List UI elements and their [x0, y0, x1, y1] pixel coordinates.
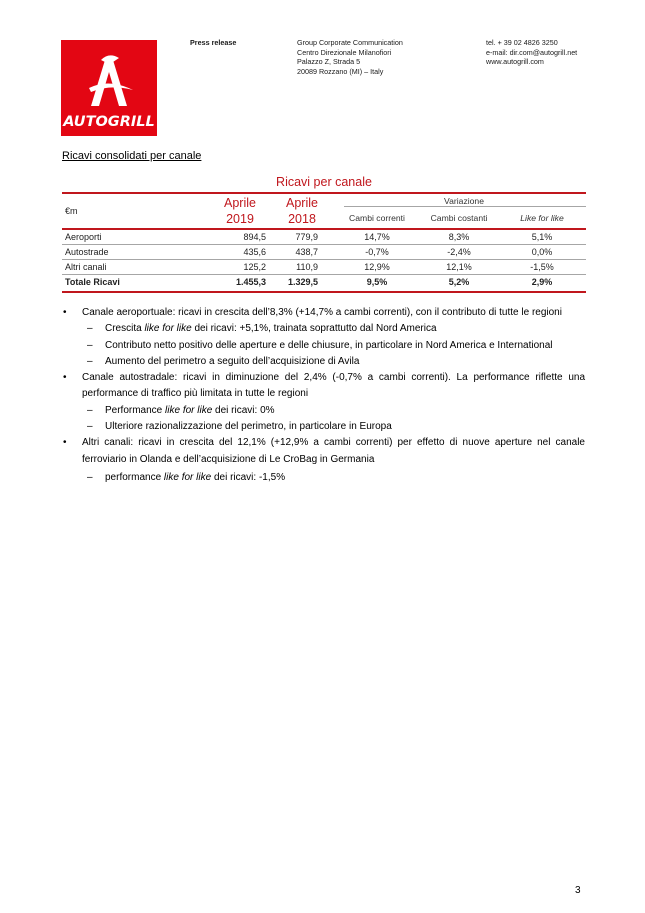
autogrill-logo: [61, 40, 157, 136]
total-like-for-like: 2,9%: [531, 277, 553, 287]
variation-header: Variazione: [444, 196, 484, 206]
value-like-for-like: -1,5%: [530, 262, 554, 272]
value-cambi-correnti: 12,9%: [364, 262, 390, 272]
col-header-cambi-costanti: Cambi costanti: [430, 213, 488, 223]
sub-bullet: – Contributo netto positivo delle aperture e delle chiusure, in particolare in Nord America e International: [62, 338, 585, 354]
section-title: Ricavi consolidati per canale: [62, 150, 202, 162]
value-2019: 894,5: [243, 232, 266, 242]
sub-bullet: – Ulteriore razionalizzazione del perimetro, in particolare in Europa: [62, 419, 585, 435]
bullet-other-channels: • Altri canali: ricavi in crescita del 12,1% (+12,9% a cambi correnti) per effetto di nuove aperture nel canale ferroviario in Olanda e dell’acquisizione di Le CroBag in Germania: [63, 437, 585, 465]
bullet-dot-icon: •: [63, 437, 67, 449]
bullet-dot-icon: •: [63, 372, 67, 384]
row-divider: [62, 259, 586, 260]
channel-commentary: [62, 305, 585, 486]
address-line: Palazzo Z, Strada 5: [297, 57, 361, 67]
dash-icon: –: [87, 404, 93, 416]
unit-label: €m: [65, 206, 78, 216]
variation-rule: [344, 206, 586, 207]
col-header-2019: Aprile 2019: [224, 196, 256, 226]
col-header-2018: Aprile 2018: [286, 196, 318, 226]
bullet-motorways: • Canale autostradale: ricavi in diminuzione del 2,4% (-0,7% a cambi correnti). La performance riflette una performance di traffico più limitata in tutte le regioni: [63, 372, 585, 400]
sub-bullet: – Crescita like for like dei ricavi: +5,1%, trainata soprattutto dal Nord America: [62, 321, 585, 337]
value-like-for-like: 0,0%: [531, 247, 553, 257]
sub-bullet: – performance like for like dei ricavi: -1,5%: [62, 470, 585, 486]
address-line: Group Corporate Communication: [297, 38, 403, 47]
total-label: Totale Ricavi: [65, 277, 120, 287]
bullet-airports: • Canale aeroportuale: ricavi in crescita dell’8,3% (+14,7% a cambi correnti), con il contributo di tutte le regioni: [62, 305, 585, 321]
company-address: [297, 38, 403, 76]
col-header-cambi-correnti: Cambi correnti: [349, 213, 405, 223]
dash-icon: –: [87, 323, 93, 335]
value-cambi-costanti: 12,1%: [446, 262, 472, 272]
value-cambi-correnti: -0,7%: [365, 247, 389, 257]
sub-bullet: – Performance like for like dei ricavi: 0%: [62, 403, 585, 419]
value-2018: 438,7: [295, 247, 318, 257]
total-cambi-correnti: 9,5%: [366, 277, 388, 287]
address-line: Centro Direzionale Milanofiori: [297, 47, 392, 57]
row-divider: [62, 274, 586, 275]
table-header-rule: [62, 228, 586, 230]
total-cambi-costanti: 5,2%: [448, 277, 470, 287]
value-cambi-correnti: 14,7%: [364, 232, 390, 242]
dash-icon: –: [87, 421, 93, 433]
row-divider: [62, 244, 586, 245]
col-header-like-for-like: Like for like: [520, 213, 564, 223]
table-bottom-rule: [62, 291, 586, 293]
total-2019: 1.455,3: [235, 277, 266, 287]
bullet-dot-icon: •: [63, 307, 67, 318]
logo-wordmark: AUTOGRILL: [63, 114, 155, 130]
dash-icon: –: [87, 355, 93, 367]
value-like-for-like: 5,1%: [531, 232, 553, 242]
table-top-rule: [62, 192, 586, 194]
value-2018: 779,9: [295, 232, 318, 242]
address-line: 20089 Rozzano (MI) – Italy: [297, 66, 384, 76]
row-label: Aeroporti: [65, 232, 102, 242]
value-2018: 110,9: [296, 262, 318, 272]
value-2019: 435,6: [243, 247, 266, 257]
value-cambi-costanti: -2,4%: [447, 247, 471, 257]
contact-website[interactable]: www.autogrill.com: [486, 57, 544, 67]
row-label: Altri canali: [65, 262, 107, 272]
press-release-label: Press release: [190, 38, 237, 47]
dash-icon: –: [87, 339, 93, 351]
contact-phone: tel. + 39 02 4826 3250: [486, 38, 558, 47]
row-label: Autostrade: [65, 247, 109, 257]
value-2019: 125,2: [243, 262, 266, 272]
table-title: Ricavi per canale: [276, 175, 372, 189]
dash-icon: –: [87, 471, 93, 483]
value-cambi-costanti: 8,3%: [448, 232, 470, 242]
contact-email[interactable]: e-mail: dir.com@autogrill.net: [486, 47, 578, 57]
total-2018: 1.329,5: [287, 277, 318, 287]
sub-bullet: – Aumento del perimetro a seguito dell’acquisizione di Avila: [62, 354, 585, 370]
page-number: 3: [575, 885, 581, 896]
company-contact: [486, 38, 577, 67]
